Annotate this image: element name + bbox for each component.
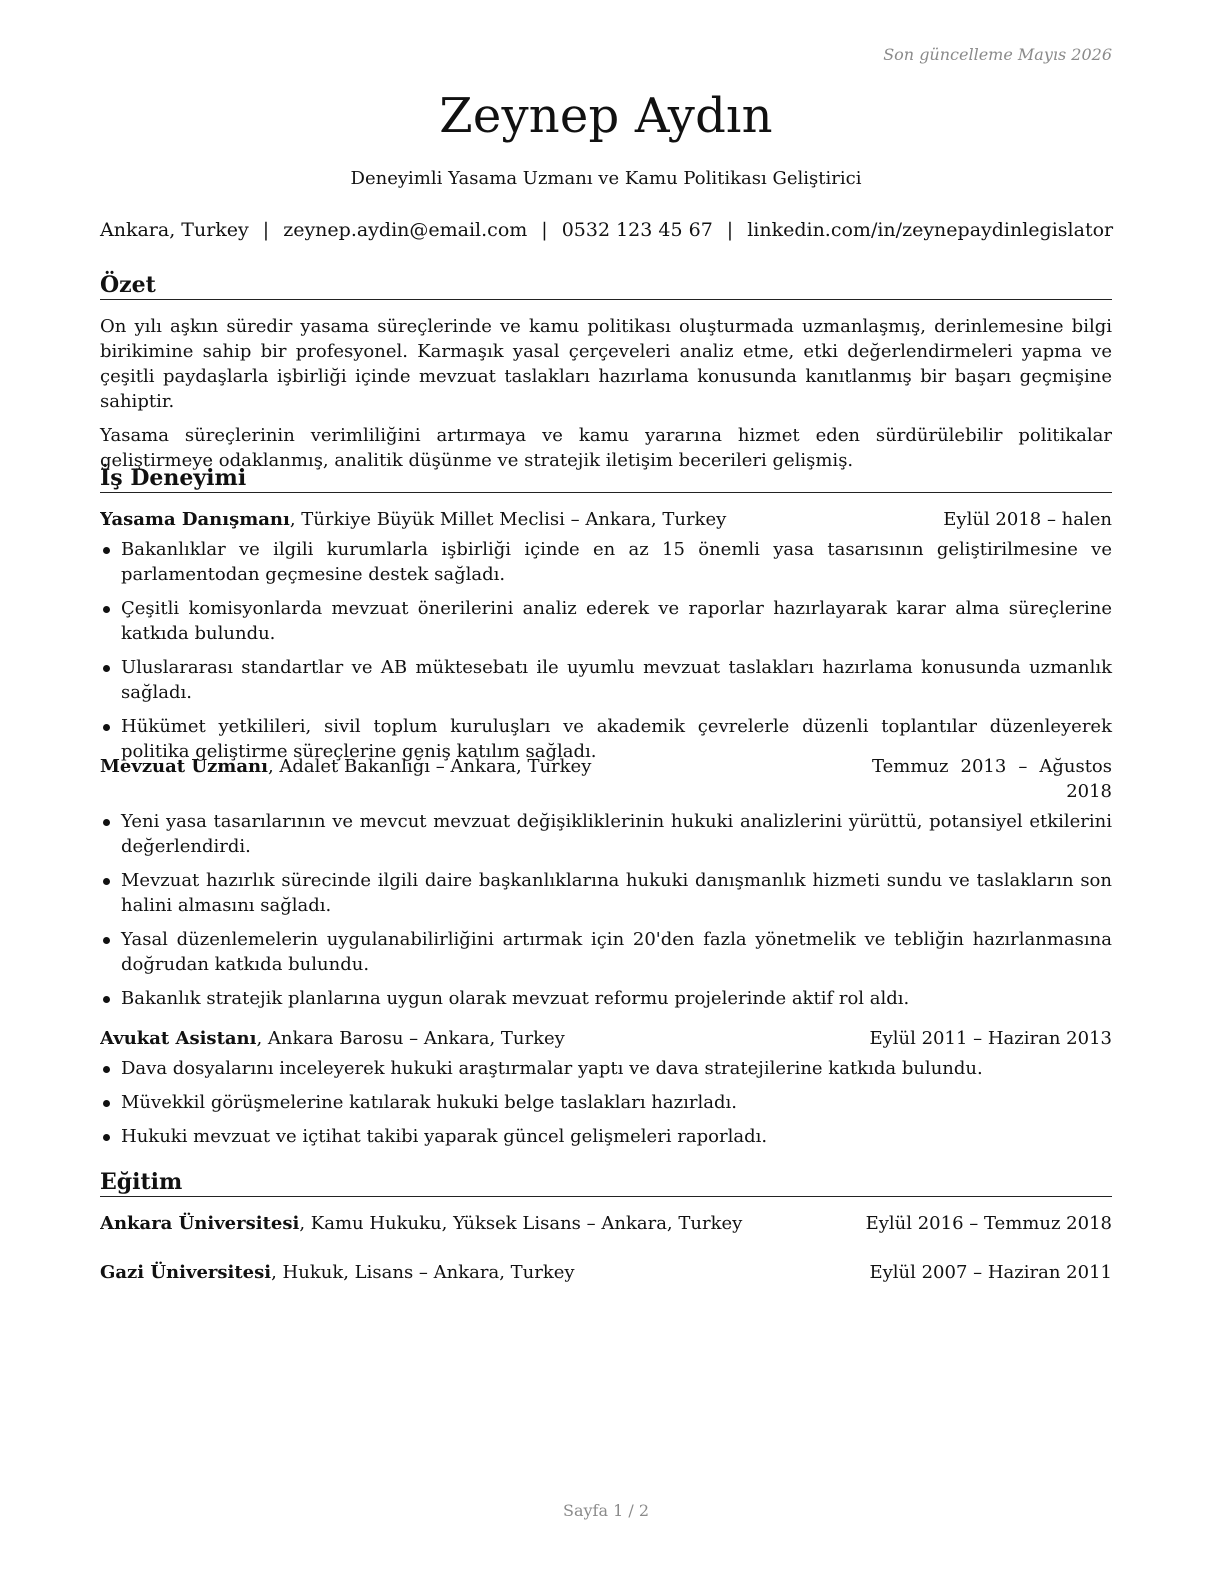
summary-paragraph: On yılı aşkın süredir yasama süreçlerinde ve kamu politikası oluşturmada uzmanlaşmış, derinlemesine bilgi birikimine sahip bir profesyonel. Karmaşık yasal çerçeveleri analiz etme, etki değerlendirmeleri yapma ve çeşitli paydaşlarla işbirliği içinde mevzuat taslakları hazırlama konusunda kanıtlanmış bir başarı geçmişine sahiptir.	[100, 316, 1112, 412]
job-header	[100, 1026, 1112, 1051]
education-entry	[100, 1260, 1112, 1285]
list-item: Bakanlıklar ve ilgili kurumlarla işbirliği içinde en az 15 önemli yasa tasarısının geliştirilmesine ve parlamentodan geçmesine destek sağladı.	[100, 537, 1112, 587]
contact-separator: |	[726, 219, 734, 241]
job-dates: Eylül 2011 – Haziran 2013	[869, 1028, 1112, 1049]
list-item: Uluslararası standartlar ve AB müktesebatı ile uyumlu mevzuat taslakları hazırlama konusunda uzmanlık sağladı.	[100, 655, 1112, 705]
section-title-summary: Özet	[100, 272, 1112, 300]
education-title-line	[100, 1211, 742, 1236]
job-dates: Eylül 2018 – halen	[943, 509, 1112, 530]
education-dates: Eylül 2007 – Haziran 2011	[869, 1262, 1112, 1283]
contact-separator: |	[541, 219, 548, 241]
list-item: Müvekkil görüşmelerine katılarak hukuki belge taslakları hazırladı.	[100, 1090, 1112, 1115]
list-item: Çeşitli komisyonlarda mevzuat önerilerini analiz ederek ve raporlar hazırlayarak karar alma süreçlerine katkıda bulundu.	[100, 596, 1112, 646]
contact-email[interactable]: zeynep.aydin@email.com	[283, 219, 528, 241]
resume-page	[100, 0, 1112, 1584]
job-bullets	[100, 1056, 1112, 1149]
list-item: Hukuki mevzuat ve içtihat takibi yaparak güncel gelişmeleri raporladı.	[100, 1124, 1112, 1149]
list-item: Yeni yasa tasarılarının ve mevcut mevzuat değişikliklerinin hukuki analizlerini yürüttü, potansiyel etkilerini değerlendirdi.	[100, 809, 1112, 859]
list-item: Yasal düzenlemelerin uygulanabilirliğini artırmak için 20'den fazla yönetmelik ve tebliğin hazırlanmasına doğrudan katkıda bulundu.	[100, 927, 1112, 977]
education-detail: , Hukuk, Lisans – Ankara, Turkey	[271, 1262, 575, 1283]
education-dates: Eylül 2016 – Temmuz 2018	[865, 1213, 1112, 1234]
page-number: Sayfa 1 / 2	[562, 1501, 649, 1520]
list-item: Mevzuat hazırlık sürecinde ilgili daire başkanlıklarına hukuki danışmanlık hizmeti sundu ve taslakların son halini almasını sağladı.	[100, 868, 1112, 918]
education-title-line	[100, 1260, 575, 1285]
candidate-name: Zeynep Aydın	[439, 88, 773, 144]
section-title-experience: İş Deneyimi	[100, 465, 1112, 493]
section-title-education: Eğitim	[100, 1169, 1112, 1197]
job-role: Avukat Asistanı	[100, 1028, 257, 1049]
job-dates: Temmuz 2013 – Ağustos 2018	[872, 756, 1112, 802]
job-title-line	[100, 507, 726, 532]
education-school: Ankara Üniversitesi	[100, 1213, 300, 1234]
last-updated: Son güncelleme Mayıs 2026	[883, 45, 1112, 64]
job-header	[100, 507, 1112, 532]
contact-separator: |	[262, 219, 270, 241]
summary-section	[100, 314, 1112, 482]
list-item: Bakanlık stratejik planlarına uygun olarak mevzuat reformu projelerinde aktif rol aldı.	[100, 986, 1112, 1011]
job-title-line	[100, 754, 591, 779]
contact-location: Ankara, Turkey	[100, 219, 249, 241]
job-entry	[100, 1026, 1112, 1158]
job-bullets	[100, 809, 1112, 1011]
job-entry	[100, 754, 1112, 1020]
education-school: Gazi Üniversitesi	[100, 1262, 272, 1283]
contact-linkedin[interactable]: linkedin.com/in/zeynepaydinlegislator	[747, 219, 1114, 241]
list-item: Hükümet yetkilileri, sivil toplum kuruluşları ve akademik çevrelerle düzenli toplantılar düzenleyerek politika geliştirme süreçlerine geniş katılım sağladı.	[100, 714, 1112, 764]
job-org: , Türkiye Büyük Millet Meclisi – Ankara, Turkey	[289, 509, 727, 530]
contact-phone: 0532 123 45 67	[561, 219, 713, 241]
job-role: Yasama Danışmanı	[100, 509, 290, 530]
education-entry	[100, 1211, 1112, 1236]
job-entry	[100, 507, 1112, 773]
education-detail: , Kamu Hukuku, Yüksek Lisans – Ankara, Turkey	[299, 1213, 743, 1234]
list-item: Dava dosyalarını inceleyerek hukuki araştırmalar yaptı ve dava stratejilerine katkıda bulundu.	[100, 1056, 1112, 1081]
job-org: , Adalet Bakanlığı – Ankara, Turkey	[267, 756, 592, 777]
job-org: , Ankara Barosu – Ankara, Turkey	[256, 1028, 565, 1049]
summary-paragraph: Yasama süreçlerinin verimliliğini artırmaya ve kamu yararına hizmet eden sürdürülebilir politikalar geliştirmeye odaklanmış, analitik düşünme ve stratejik iletişim becerileri gelişmiş.	[100, 425, 1112, 471]
job-title-line	[100, 1026, 565, 1051]
job-header	[100, 754, 1112, 804]
contact-line	[100, 219, 1112, 241]
job-role: Mevzuat Uzmanı	[100, 756, 268, 777]
job-bullets	[100, 537, 1112, 764]
tagline: Deneyimli Yasama Uzmanı ve Kamu Politikası Geliştirici	[350, 168, 862, 189]
